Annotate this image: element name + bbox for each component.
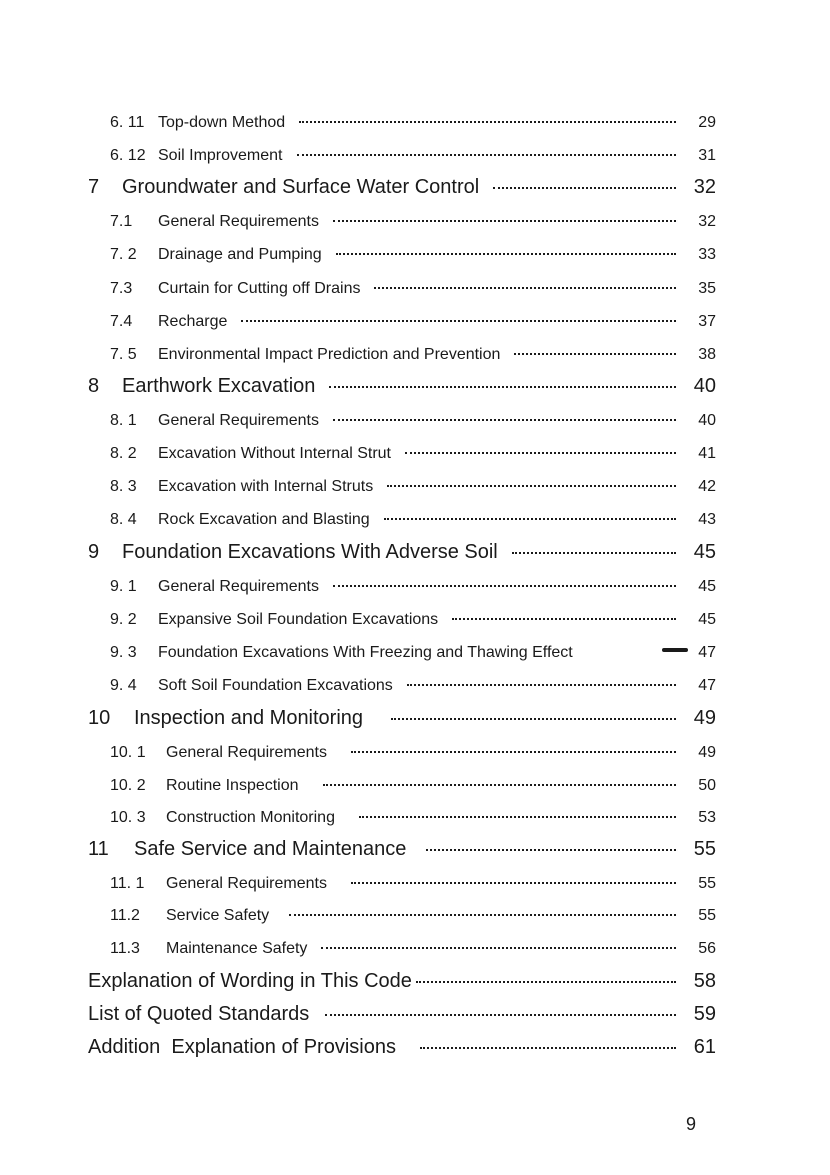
entry-page: 29 <box>698 114 716 131</box>
entry-number: 6. 11 <box>110 114 145 131</box>
entry-title: General Requirements <box>166 744 327 761</box>
entry-page: 49 <box>693 707 716 729</box>
dot-leader <box>321 947 676 949</box>
toc-entry[interactable] <box>110 213 716 231</box>
toc-entry[interactable] <box>110 511 716 529</box>
entry-title: Rock Excavation and Blasting <box>158 511 370 528</box>
entry-page: 55 <box>693 838 716 860</box>
entry-page: 45 <box>698 578 716 595</box>
dot-leader <box>420 1047 676 1049</box>
dot-leader <box>351 751 676 753</box>
entry-number: 10. 1 <box>110 744 146 761</box>
entry-page: 40 <box>693 375 716 397</box>
dot-leader <box>416 981 676 983</box>
toc-entry[interactable] <box>110 744 716 762</box>
entry-title: Soft Soil Foundation Excavations <box>158 677 393 694</box>
dot-leader <box>323 784 676 786</box>
entry-page: 45 <box>693 541 716 563</box>
toc-entry[interactable] <box>110 412 716 430</box>
toc-entry[interactable] <box>110 875 716 893</box>
toc-entry[interactable] <box>110 940 716 958</box>
entry-page: 47 <box>698 644 716 661</box>
toc-entry[interactable] <box>110 809 716 827</box>
entry-number: 8. 1 <box>110 412 137 429</box>
entry-title: Expansive Soil Foundation Excavations <box>158 611 439 628</box>
toc-entry[interactable] <box>110 777 716 795</box>
dot-leader <box>387 485 676 487</box>
entry-page: 56 <box>698 940 716 957</box>
entry-page: 45 <box>698 611 716 628</box>
dot-leader <box>299 121 676 123</box>
entry-page: 55 <box>698 907 716 924</box>
entry-number: 10. 3 <box>110 809 146 826</box>
toc-entry[interactable] <box>110 246 716 264</box>
entry-number: 11 <box>88 838 109 860</box>
toc-entry[interactable] <box>110 280 716 298</box>
entry-number: 7. 5 <box>110 346 137 363</box>
entry-title: Curtain for Cutting off Drains <box>158 280 361 297</box>
dot-leader <box>333 419 676 421</box>
entry-number: 9. 2 <box>110 611 137 628</box>
toc-backmatter[interactable] <box>88 1003 716 1026</box>
entry-title: Earthwork Excavation <box>122 375 316 397</box>
dot-leader <box>426 849 676 851</box>
dot-leader <box>289 914 676 916</box>
entry-title: General Requirements <box>158 412 319 429</box>
entry-number: 7. 2 <box>110 246 137 263</box>
entry-title: Groundwater and Surface Water Control <box>122 176 480 198</box>
entry-number: 9. 1 <box>110 578 137 595</box>
entry-number: 8 <box>88 375 100 397</box>
dot-leader <box>391 718 676 720</box>
dot-leader <box>359 816 676 818</box>
entry-title: Inspection and Monitoring <box>134 707 364 729</box>
entry-title: Explanation of Wording in This Code <box>88 970 412 992</box>
entry-page: 32 <box>698 213 716 230</box>
entry-title: Excavation Without Internal Strut <box>158 445 391 462</box>
toc-entry[interactable] <box>110 313 716 331</box>
dot-leader <box>325 1014 676 1016</box>
toc-entry[interactable] <box>110 677 716 695</box>
entry-number: 8. 4 <box>110 511 137 528</box>
dot-leader <box>384 518 676 520</box>
toc-entry[interactable] <box>110 478 716 496</box>
entry-page: 59 <box>693 1003 716 1025</box>
entry-number: 10 <box>88 707 111 729</box>
entry-title: Foundation Excavations With Adverse Soil <box>122 541 498 563</box>
dot-leader <box>241 320 676 322</box>
entry-number: 9 <box>88 541 100 563</box>
dot-leader <box>407 684 676 686</box>
entry-title: Top-down Method <box>158 114 286 131</box>
entry-title: Soil Improvement <box>158 147 283 164</box>
toc-chapter[interactable] <box>88 541 716 564</box>
entry-number: 7.1 <box>110 213 133 230</box>
entry-page: 40 <box>698 412 716 429</box>
entry-page: 37 <box>698 313 716 330</box>
entry-number: 7.4 <box>110 313 133 330</box>
dot-leader <box>336 253 676 255</box>
dot-leader <box>351 882 676 884</box>
toc-entry[interactable] <box>110 114 716 132</box>
entry-title: List of Quoted Standards <box>88 1003 310 1025</box>
entry-page: 41 <box>698 445 716 462</box>
entry-number: 9. 4 <box>110 677 137 694</box>
entry-page: 53 <box>698 809 716 826</box>
entry-title: Safe Service and Maintenance <box>134 838 407 860</box>
toc-entry[interactable] <box>110 578 716 596</box>
entry-page: 58 <box>693 970 716 992</box>
toc-backmatter[interactable] <box>88 1036 716 1059</box>
entry-number: 11.2 <box>110 907 140 924</box>
page-number: 9 <box>686 1114 697 1134</box>
dot-leader <box>493 187 676 189</box>
toc-entry[interactable] <box>110 346 716 364</box>
toc-chapter[interactable] <box>88 838 716 861</box>
entry-number: 7 <box>88 176 100 198</box>
entry-page: 49 <box>698 744 716 761</box>
entry-page: 31 <box>698 147 716 164</box>
toc-entry[interactable] <box>110 644 716 662</box>
entry-page: 50 <box>698 777 716 794</box>
dot-leader <box>452 618 676 620</box>
entry-title: General Requirements <box>166 875 327 892</box>
dot-leader <box>512 552 676 554</box>
dot-leader <box>405 452 676 454</box>
entry-title: General Requirements <box>158 578 319 595</box>
entry-title: Service Safety <box>166 907 270 924</box>
entry-number: 8. 2 <box>110 445 137 462</box>
entry-title: Maintenance Safety <box>166 940 308 957</box>
entry-page: 47 <box>698 677 716 694</box>
entry-page: 38 <box>698 346 716 363</box>
dot-leader <box>514 353 676 355</box>
dot-leader <box>333 220 676 222</box>
entry-title: Environmental Impact Prediction and Prevention <box>158 346 501 363</box>
entry-title: Construction Monitoring <box>166 809 335 826</box>
entry-title: Drainage and Pumping <box>158 246 322 263</box>
entry-page: 43 <box>698 511 716 528</box>
entry-number: 6. 12 <box>110 147 146 164</box>
dot-leader <box>297 154 677 156</box>
toc-entry[interactable] <box>110 907 716 925</box>
entry-number: 8. 3 <box>110 478 137 495</box>
dot-leader <box>374 287 676 289</box>
entry-title: Routine Inspection <box>166 777 299 794</box>
toc-chapter[interactable] <box>88 707 716 730</box>
entry-number: 10. 2 <box>110 777 146 794</box>
entry-title: Addition Explanation of Provisions <box>88 1036 396 1058</box>
entry-number: 11. 1 <box>110 875 145 892</box>
dot-leader <box>329 386 676 388</box>
entry-page: 42 <box>698 478 716 495</box>
toc-entry[interactable] <box>110 445 716 463</box>
entry-number: 9. 3 <box>110 644 137 661</box>
entry-page: 33 <box>698 246 716 263</box>
dash-leader <box>662 648 688 652</box>
entry-title: Foundation Excavations With Freezing and Thawing Effect <box>158 644 573 661</box>
dot-leader <box>333 585 676 587</box>
entry-number: 7.3 <box>110 280 133 297</box>
entry-title: Recharge <box>158 313 228 330</box>
toc-entry[interactable] <box>110 611 716 629</box>
toc-backmatter[interactable] <box>88 970 716 993</box>
toc-chapter[interactable] <box>88 176 716 199</box>
entry-page: 35 <box>698 280 716 297</box>
entry-number: 11.3 <box>110 940 140 957</box>
toc-chapter[interactable] <box>88 375 716 398</box>
entry-page: 32 <box>693 176 716 198</box>
toc-entry[interactable] <box>110 147 716 165</box>
entry-page: 55 <box>698 875 716 892</box>
entry-title: Excavation with Internal Struts <box>158 478 374 495</box>
entry-title: General Requirements <box>158 213 319 230</box>
entry-page: 61 <box>693 1036 716 1058</box>
